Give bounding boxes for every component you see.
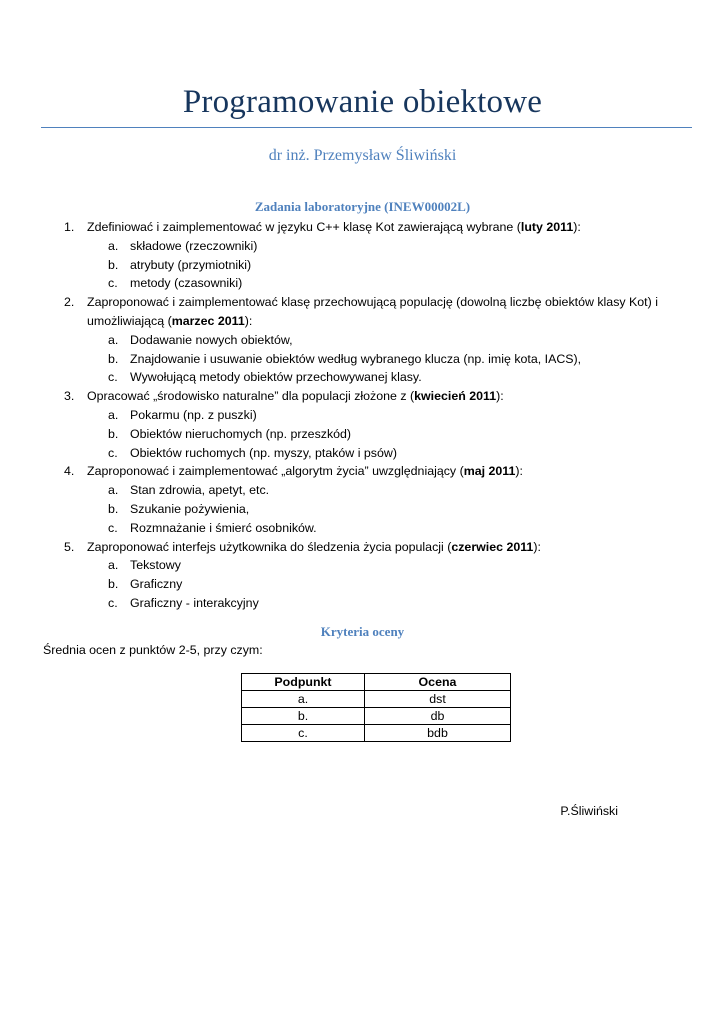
task-deadline: maj 2011	[463, 464, 516, 479]
title-underline	[41, 127, 692, 128]
subitem-marker: c.	[108, 445, 118, 460]
task-subitem	[0, 237, 725, 256]
tasks-heading: Zadania laboratoryjne (INEW00002L)	[254, 199, 471, 214]
task-deadline: marzec 2011	[171, 313, 245, 328]
subitem-marker: a.	[108, 238, 119, 253]
task-text	[87, 218, 581, 237]
subitem-text: Graficzny	[130, 577, 183, 592]
subitem-marker: b.	[108, 501, 119, 516]
subitem-marker: b.	[108, 577, 119, 592]
subitem-text: Rozmnażanie i śmierć osobników.	[130, 520, 317, 535]
grades-table	[241, 673, 511, 742]
task-text-segment: ):	[533, 539, 541, 554]
subitem-text: metody (czasowniki)	[130, 276, 243, 291]
subitem-marker: a.	[108, 332, 119, 347]
task-item	[0, 462, 725, 481]
task-item	[0, 387, 725, 406]
grades-table-row	[242, 691, 511, 708]
subitem-text: atrybuty (przymiotniki)	[130, 257, 252, 272]
task-list	[0, 218, 725, 613]
task-subitem	[0, 575, 725, 594]
grades-cell: a.	[242, 691, 365, 708]
subitem-marker: b.	[108, 257, 119, 272]
grades-header-cell: Ocena	[365, 674, 511, 691]
task-subitem	[0, 350, 725, 369]
subitem-marker: c.	[108, 595, 118, 610]
grades-table-row	[242, 708, 511, 725]
subitem-text: Znajdowanie i usuwanie obiektów według wybranego klucza (np. imię kota, IACS),	[130, 351, 582, 366]
grades-cell: bdb	[365, 725, 511, 742]
subitem-marker: c.	[108, 370, 118, 385]
task-number: 1.	[64, 220, 75, 234]
subitem-marker: b.	[108, 351, 119, 366]
subitem-marker: c.	[108, 520, 118, 535]
subitem-text: Dodawanie nowych obiektów,	[130, 332, 293, 347]
criteria-intro: Średnia ocen z punktów 2-5, przy czym:	[43, 643, 263, 657]
task-text-segment: ):	[496, 389, 504, 404]
task-subitem	[0, 274, 725, 293]
document-title: Programowanie obiektowe	[182, 84, 543, 120]
task-subitem	[0, 444, 725, 463]
subitem-marker: a.	[108, 407, 119, 422]
task-subitem	[0, 425, 725, 444]
task-number: 4.	[64, 464, 75, 479]
task-subitem	[0, 556, 725, 575]
subitem-text: składowe (rzeczowniki)	[130, 238, 258, 253]
task-item	[0, 218, 725, 237]
task-text-segment: Opracować „środowisko naturalne” dla populacji złożone z (	[87, 389, 415, 404]
task-text-segment: Zdefiniować i zaimplementować w języku C++ klasę Kot zawierającą wybrane (	[87, 220, 521, 234]
task-text-segment: Zaproponować interfejs użytkownika do śledzenia życia populacji (	[87, 539, 452, 554]
task-text	[87, 293, 658, 312]
task-deadline: kwiecień 2011	[414, 389, 497, 404]
grades-cell: dst	[365, 691, 511, 708]
grades-cell: db	[365, 708, 511, 725]
subitem-text: Wywołującą metody obiektów przechowywanej klasy.	[130, 370, 422, 385]
task-deadline: luty 2011	[520, 220, 574, 234]
task-subitem	[0, 256, 725, 275]
task-text-segment: ):	[244, 313, 253, 328]
subitem-text: Obiektów nieruchomych (np. przeszkód)	[130, 426, 352, 441]
task-number: 3.	[64, 389, 75, 404]
task-subitem	[0, 481, 725, 500]
task-subitem	[0, 594, 725, 613]
task-text-segment: ):	[515, 464, 523, 479]
subitem-text: Stan zdrowia, apetyt, etc.	[130, 483, 270, 498]
task-text-segment: ):	[573, 220, 581, 234]
task-item	[0, 538, 725, 557]
subitem-marker: c.	[108, 276, 118, 291]
task-text	[87, 387, 504, 406]
task-text-segment: Zaproponować i zaimplementować klasę przechowującą populację (dowolną liczbę obiektów klasy Kot) i	[87, 295, 658, 310]
task-item	[0, 293, 725, 312]
task-text-segment: umożliwiającą (	[87, 313, 172, 328]
subitem-text: Tekstowy	[130, 558, 181, 573]
task-text	[87, 538, 541, 557]
subitem-marker: a.	[108, 558, 119, 573]
task-text-segment: Zaproponować i zaimplementować „algorytm życia” uwzględniający (	[87, 464, 464, 479]
task-subitem	[0, 368, 725, 387]
task-text	[87, 462, 523, 481]
task-number: 2.	[64, 295, 75, 310]
signature: P.Śliwiński	[560, 804, 618, 818]
author-line: dr inż. Przemysław Śliwiński	[268, 147, 457, 164]
grades-header-cell: Podpunkt	[242, 674, 365, 691]
criteria-heading: Kryteria oceny	[320, 624, 405, 639]
grades-table-row	[242, 725, 511, 742]
task-number: 5.	[64, 539, 75, 554]
subitem-text: Obiektów ruchomych (np. myszy, ptaków i psów)	[130, 445, 397, 460]
task-subitem	[0, 406, 725, 425]
subitem-marker: b.	[108, 426, 119, 441]
task-subitem	[0, 331, 725, 350]
subitem-text: Pokarmu (np. z puszki)	[130, 407, 257, 422]
grades-cell: c.	[242, 725, 365, 742]
subitem-text: Graficzny - interakcyjny	[130, 595, 259, 610]
grades-table-header-row	[242, 674, 511, 691]
task-deadline: czerwiec 2011	[451, 539, 534, 554]
task-item-continuation	[0, 312, 725, 331]
subitem-marker: a.	[108, 483, 119, 498]
subitem-text: Szukanie pożywienia,	[130, 501, 250, 516]
grades-cell: b.	[242, 708, 365, 725]
task-subitem	[0, 500, 725, 519]
task-subitem	[0, 519, 725, 538]
task-text	[87, 312, 252, 331]
